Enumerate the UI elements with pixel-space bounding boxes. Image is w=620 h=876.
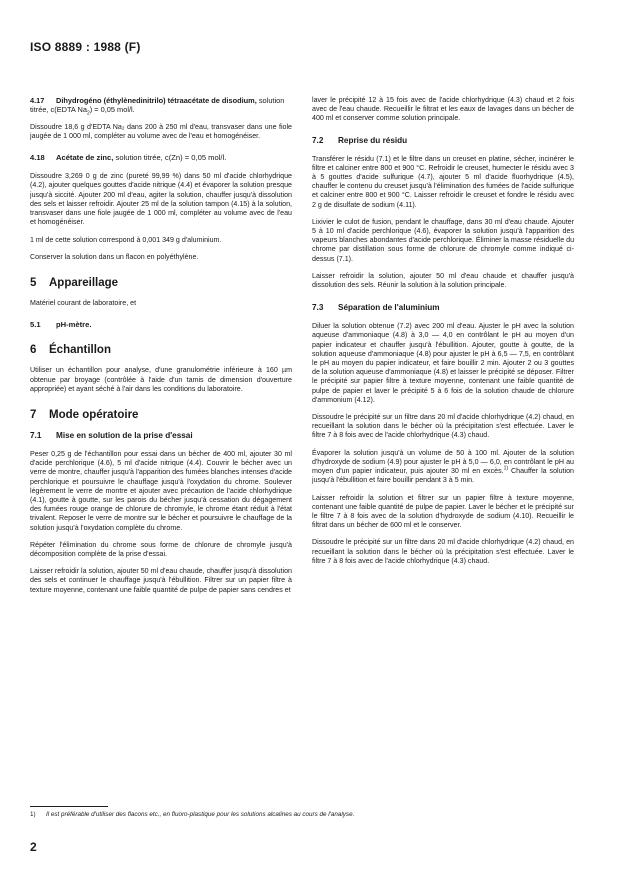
section-desc: solution titrée, c(EDTA Na xyxy=(30,96,285,115)
left-column xyxy=(30,96,292,603)
section-number: 5 xyxy=(30,276,37,289)
section-title: Mise en solution de la prise d'essai xyxy=(56,430,193,440)
paragraph: Laisser refroidir la solution, ajouter 50 ml d'eau chaude, chauffer jusqu'à dissolution des sels et continuer le chauffage jusqu'à l'ébullition. Filtrer sur un papier filtre à texture moyenne, contenant une faible quantité de pulpe de papier sans cendres et xyxy=(30,567,292,594)
paragraph: Répéter l'élimination du chrome sous forme de chlorure de chromyle jusqu'à décomposition complète de la prise d'essai. xyxy=(30,540,292,558)
paragraph: Utiliser un échantillon pour analyse, d'une granulométrie inférieure à 160 µm obtenue par broyage (contrôlée à l'aide d'un tamis de dimension d'ouverture appropriée) et ayant séché à l'air dans les conditions du laboratoire. xyxy=(30,366,292,393)
section-desc: solution titrée, c(Zn) = 0,05 mol/l. xyxy=(113,153,227,163)
document-header: ISO 8889 : 1988 (F) xyxy=(30,40,141,54)
section-number: 7.1 xyxy=(30,430,42,440)
paragraph: Conserver la solution dans un flacon en polyéthylène. xyxy=(30,252,199,261)
paragraph: Laisser refroidir la solution et filtrer sur un papier filtre à texture moyenne, contenant une faible quantité de pulpe de papier. Laver le bécher et le précipité sur le filtre 7 à 8 fois avec de la solution d'hydroxyde de sodium (4.10). Recueillir le filtrat dans un bécher de 600 ml et le conserver. xyxy=(312,493,574,530)
item-5-1 xyxy=(30,320,292,329)
section-number: 7.3 xyxy=(312,303,324,313)
section-number: 7 xyxy=(30,408,37,421)
section-number: 4.18 xyxy=(30,153,45,163)
section-7-1-heading xyxy=(30,431,292,441)
paragraph: Lixivier le culot de fusion, pendant le chauffage, dans 30 ml d'eau chaude. Ajouter 5 à 10 ml d'acide perchlorique (4.6), évaporer la solution jusqu'à l'apparition des vapeurs blanches abondantes d'acide perchlorique. Éliminer la masse résiduelle du chrome par distillation sous forme de chlorure de chromyle comme indiqué ci-dessus (7.1). xyxy=(312,217,575,263)
item-number: 5.1 xyxy=(30,320,41,330)
section-number: 7.2 xyxy=(312,135,324,145)
section-5-heading xyxy=(30,276,292,290)
section-desc-end: ) = 0,05 mol/l. xyxy=(89,105,135,115)
footnote-number: 1) xyxy=(30,811,36,818)
section-6-heading xyxy=(30,343,292,357)
item-label: pH-mètre. xyxy=(56,320,92,330)
paragraph: Dissoudre le précipité sur un filtre dans 20 ml d'acide chlorhydrique (4.2) chaud, en recueillant la solution dans le bécher où la précipitation s'est effectuée. Laver le filtre 7 à 8 fois avec de l'acide chlorhydrique (4.3) chaud. xyxy=(312,413,574,440)
paragraph: Dissoudre 3,269 0 g de zinc (pureté 99,99 %) dans 50 ml d'acide chlorhydrique (4.2), ajouter quelques gouttes d'acide nitrique (4.4) et évaporer la solution presque jusqu'à siccité. Ajouter 200 ml d'eau, agiter la solution, chauffer jusqu'à dissolution des sels et laisser refroidir. Ajouter 25 ml de la solution tampon (4.15) à la solution, transvaser dans une fiole jaugée de 1 000 ml, compléter au volume avec de l'eau et homogénéiser. xyxy=(30,172,292,227)
section-7-heading xyxy=(30,408,292,422)
section-4-18-heading xyxy=(30,153,292,163)
section-title: Acétate de zinc, xyxy=(56,153,114,163)
section-4-17-heading xyxy=(30,96,292,119)
paragraph: Laisser refroidir la solution, ajouter 50 ml d'eau chaude et chauffer jusqu'à dissolution des sels. Réunir la solution à la solution principale. xyxy=(312,271,574,290)
section-title: Mode opératoire xyxy=(49,408,139,421)
section-desc-sub: 2 xyxy=(86,110,90,117)
paragraph: Dissoudre le précipité sur un filtre dans 20 ml d'acide chlorhydrique (4.2) chaud, en recueillant la solution dans le bécher où la précipitation s'est effectuée. Laver le filtre 7 à 8 fois avec de l'acide chlorhydrique (4.3) chaud. xyxy=(312,538,574,565)
page-number: 2 xyxy=(30,840,37,854)
footnote-text: Il est préférable d'utiliser des flacons etc., en fluoro-plastique pour les solutions alcalines au cours de l'analyse. xyxy=(46,811,355,818)
paragraph: laver le précipité 12 à 15 fois avec de l'acide chlorhydrique (4.3) chaud et 2 fois avec de l'eau chaude. Recueillir le filtrat et les eaux de lavages dans un bécher de 400 ml et conserver comme solution principale. xyxy=(312,96,574,123)
paragraph: Peser 0,25 g de l'échantillon pour essai dans un bécher de 400 ml, ajouter 30 ml d'acide perchlorique (4.6), 5 ml d'acide nitrique (4.4). Couvrir le bécher avec un verre de montre, chauffer jusqu'à l'apparition des fumées blanches intenses d'acide perchlorique et poursuivre le chauffage jusqu'à l'oxydation du chrome. Soulever légèrement le verre de montre et ajouter avec précaution de l'acide chlorhydrique (4.1), goutte à goutte, sur les parois du bécher jusqu'à cessation du dégagement des fumées rouge orange de chlorure de chromyle, le chrome étant réduit à l'état trivalent. Reposer le verre de montre sur le bécher et poursuivre le chauffage de la solution jusqu'à l'oxydation complète du chrome. xyxy=(30,449,292,532)
paragraph-part: Évaporer la solution jusqu'à un volume de 50 à 100 ml. Ajouter de la solution d'hydroxyde de sodium (4.9) pour ajuster le pH à 5,0 — 6,0, en contrôlant le pH au moyen d'un papier indicateur, puis ajouter 30 ml en excès. xyxy=(312,448,574,476)
section-title: Échantillon xyxy=(49,344,111,357)
paragraph: Dissoudre 18,6 g d'EDTA Na₂ dans 200 à 250 ml d'eau, transvaser dans une fiole jaugée de 1 000 ml, compléter au volume avec de l'eau et homogénéiser. xyxy=(30,122,292,141)
section-title: Séparation de l'aluminium xyxy=(338,303,440,313)
footnote-divider xyxy=(30,806,108,807)
footnote-ref: 1) xyxy=(503,465,509,472)
paragraph xyxy=(312,449,574,486)
right-column xyxy=(312,96,574,574)
section-number: 4.17 xyxy=(30,96,45,105)
paragraph-part: Chauffer la solution jusqu'à l'ébullition et faire bouillir pendant 3 à 5 min. xyxy=(312,467,574,485)
paragraph: Transférer le résidu (7.1) et le filtre dans un creuset en platine, sécher, incinérer le filtre et calciner entre 800 et 900 °C. Refroidir le creuset, humecter le résidu avec 3 à 5 gouttes d'acide sulfurique (4.7), ajouter 5 ml d'acide fluorhydrique (4.5), chauffer le contenu du creuset jusqu'à l'élimination des fumées de l'acide sulfurique et calciner entre 800 et 900 °C. Laisser refroidir le creuset et fondre le résidu avec 2 g de disulfate de sodium (4.11). xyxy=(312,154,574,209)
footnote xyxy=(30,811,590,819)
section-title: Appareillage xyxy=(49,276,119,289)
section-title: Reprise du résidu xyxy=(338,135,408,145)
section-7-2-heading xyxy=(312,136,574,146)
paragraph: Diluer la solution obtenue (7.2) avec 200 ml d'eau. Ajuster le pH avec la solution aqueuse d'ammoniaque (4.8) à 3,0 — 4,0 en contrôlant le pH au moyen d'un papier indicateur et chauffer jusqu'à l'ébullition. Ajouter, goutte à goutte, de la solution aqueuse d'ammoniaque (4.8) pour ajuster le pH à 6,5 — 7,5, en contrôlant le pH au moyen du papier indicateur, et faire bouillir 2 min. Ajouter 2 ou 3 gouttes de la solution aqueuse d'ammoniaque (4.8) et laisser le précipité se déposer. Filtrer le précipité sur papier filtre à texture moyenne, contenant une faible quantité de pulpe de papier et laver le précipité 5 à 6 fois de la solution chaude de chlorure d'ammonium (4.12). xyxy=(312,322,574,404)
section-number: 6 xyxy=(30,344,37,357)
paragraph: Matériel courant de laboratoire, et xyxy=(30,298,137,307)
paragraph: 1 ml de cette solution correspond à 0,001 349 g d'aluminium. xyxy=(30,235,222,244)
section-title: Dihydrogéno (éthylènedinitrilo) tétraacétate de disodium, xyxy=(56,96,257,105)
section-7-3-heading xyxy=(312,303,574,313)
